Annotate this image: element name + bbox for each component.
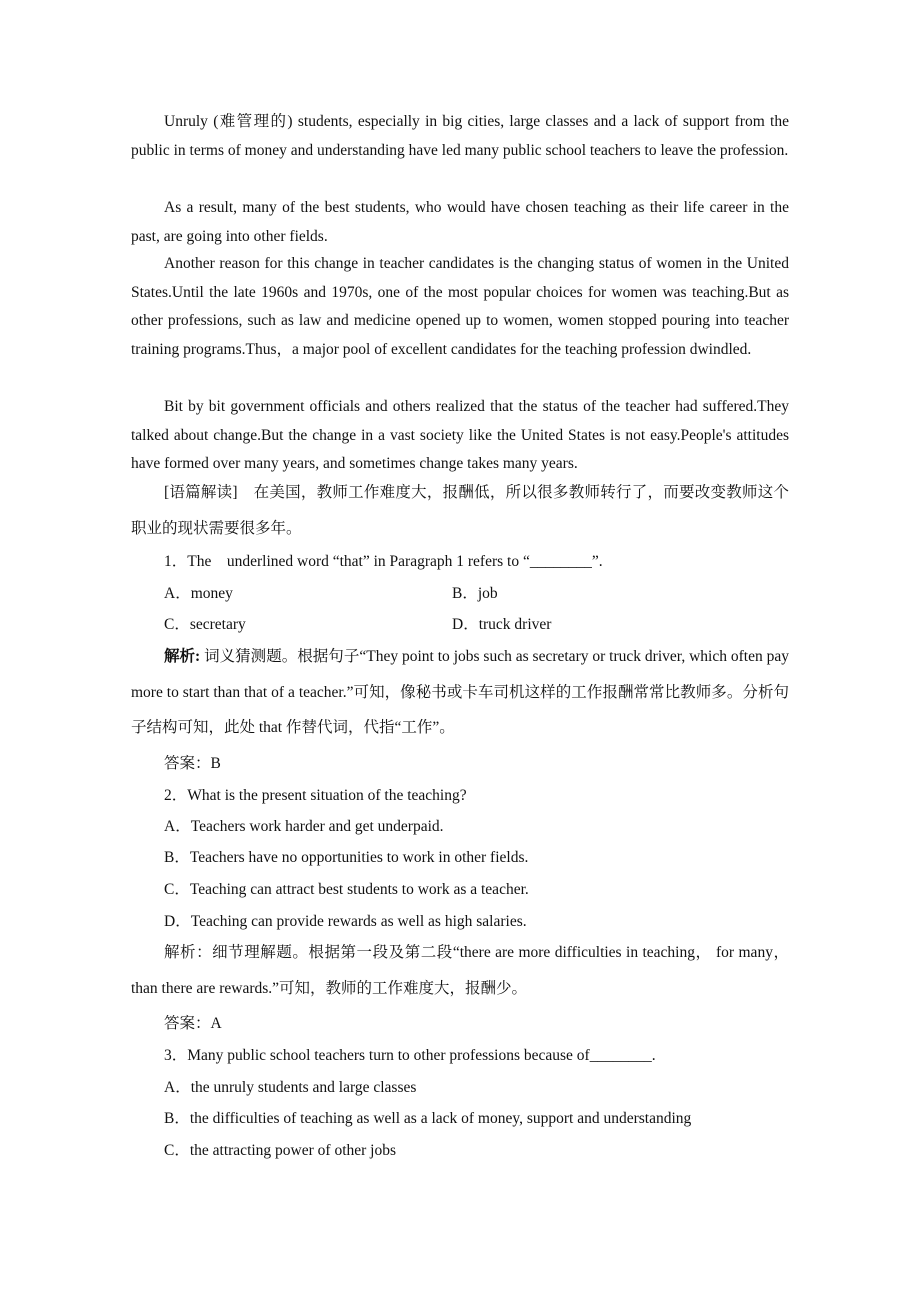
analysis [131, 935, 789, 1006]
option-b: B．Teachers have no opportunities to work in other fields. [164, 849, 529, 866]
option-d: D．Teaching can provide rewards as well as high salaries. [164, 913, 527, 930]
paragraph-4: Bit by bit government officials and others realized that the status of the teacher had suffered.They talked about change.But the change in a vast society like the United States is not easy.People's attitudes have formed over many years, and sometimes change takes many years. [131, 398, 789, 473]
analysis-text: 细节理解题。根据第一段及第二段“there are more difficulties in teaching， for many，than there are rewards.”可知，教师的工作难度大，报酬少。 [131, 944, 789, 997]
option-a: A．money [164, 585, 233, 602]
option-b: B．job [452, 585, 498, 602]
paragraph-3: Another reason for this change in teacher candidates is the changing status of women in the United States.Until the late 1960s and 1970s, one of the most popular choices for women was teaching.But as other professions, such as law and medicine opened up to women, women stopped pouring into teacher training programs.Thus，a major pool of excellent candidates for the teaching profession dwindled. [131, 255, 789, 359]
analysis-text: 词义猜测题。根据句子“They point to jobs such as secretary or truck driver, which often pay more to start than that of a teacher.”可知，像秘书或卡车司机这样的工作报酬常常比教师多。分析句子结构可知，此处 that 作替代词，代指“工作”。 [131, 648, 789, 736]
paragraph-2: As a result, many of the best students, who would have chosen teaching as their life career in the past, are going into other fields. [131, 199, 789, 245]
answer: 答案：B [164, 755, 221, 772]
option-c: C．the attracting power of other jobs [164, 1142, 397, 1159]
option-c: C．secretary [164, 616, 246, 633]
option-a: A．Teachers work harder and get underpaid. [164, 818, 444, 835]
option-c: C．Teaching can attract best students to work as a teacher. [164, 881, 529, 898]
passage-summary: [语篇解读] 在美国，教师工作难度大，报酬低，所以很多教师转行了，而要改变教师这个职业的现状需要很多年。 [131, 484, 789, 537]
question-stem: 3．Many public school teachers turn to other professions because of________. [164, 1047, 656, 1064]
option-b: B．the difficulties of teaching as well as a lack of money, support and understanding [164, 1110, 692, 1127]
paragraph-1: Unruly (难管理的) students, especially in big cities, large classes and a lack of support from the public in terms of money and understanding have led many public school teachers to leave the profession. [131, 113, 789, 159]
option-a: A．the unruly students and large classes [164, 1079, 417, 1096]
analysis [131, 639, 789, 746]
option-d: D．truck driver [452, 616, 552, 633]
question-stem: 2．What is the present situation of the teaching? [164, 787, 467, 804]
analysis-label: 解析: [164, 648, 201, 665]
answer: 答案：A [164, 1015, 222, 1032]
analysis-label: 解析： [164, 944, 213, 961]
question-stem: 1．The underlined word “that” in Paragraph 1 refers to “________”. [164, 553, 603, 570]
